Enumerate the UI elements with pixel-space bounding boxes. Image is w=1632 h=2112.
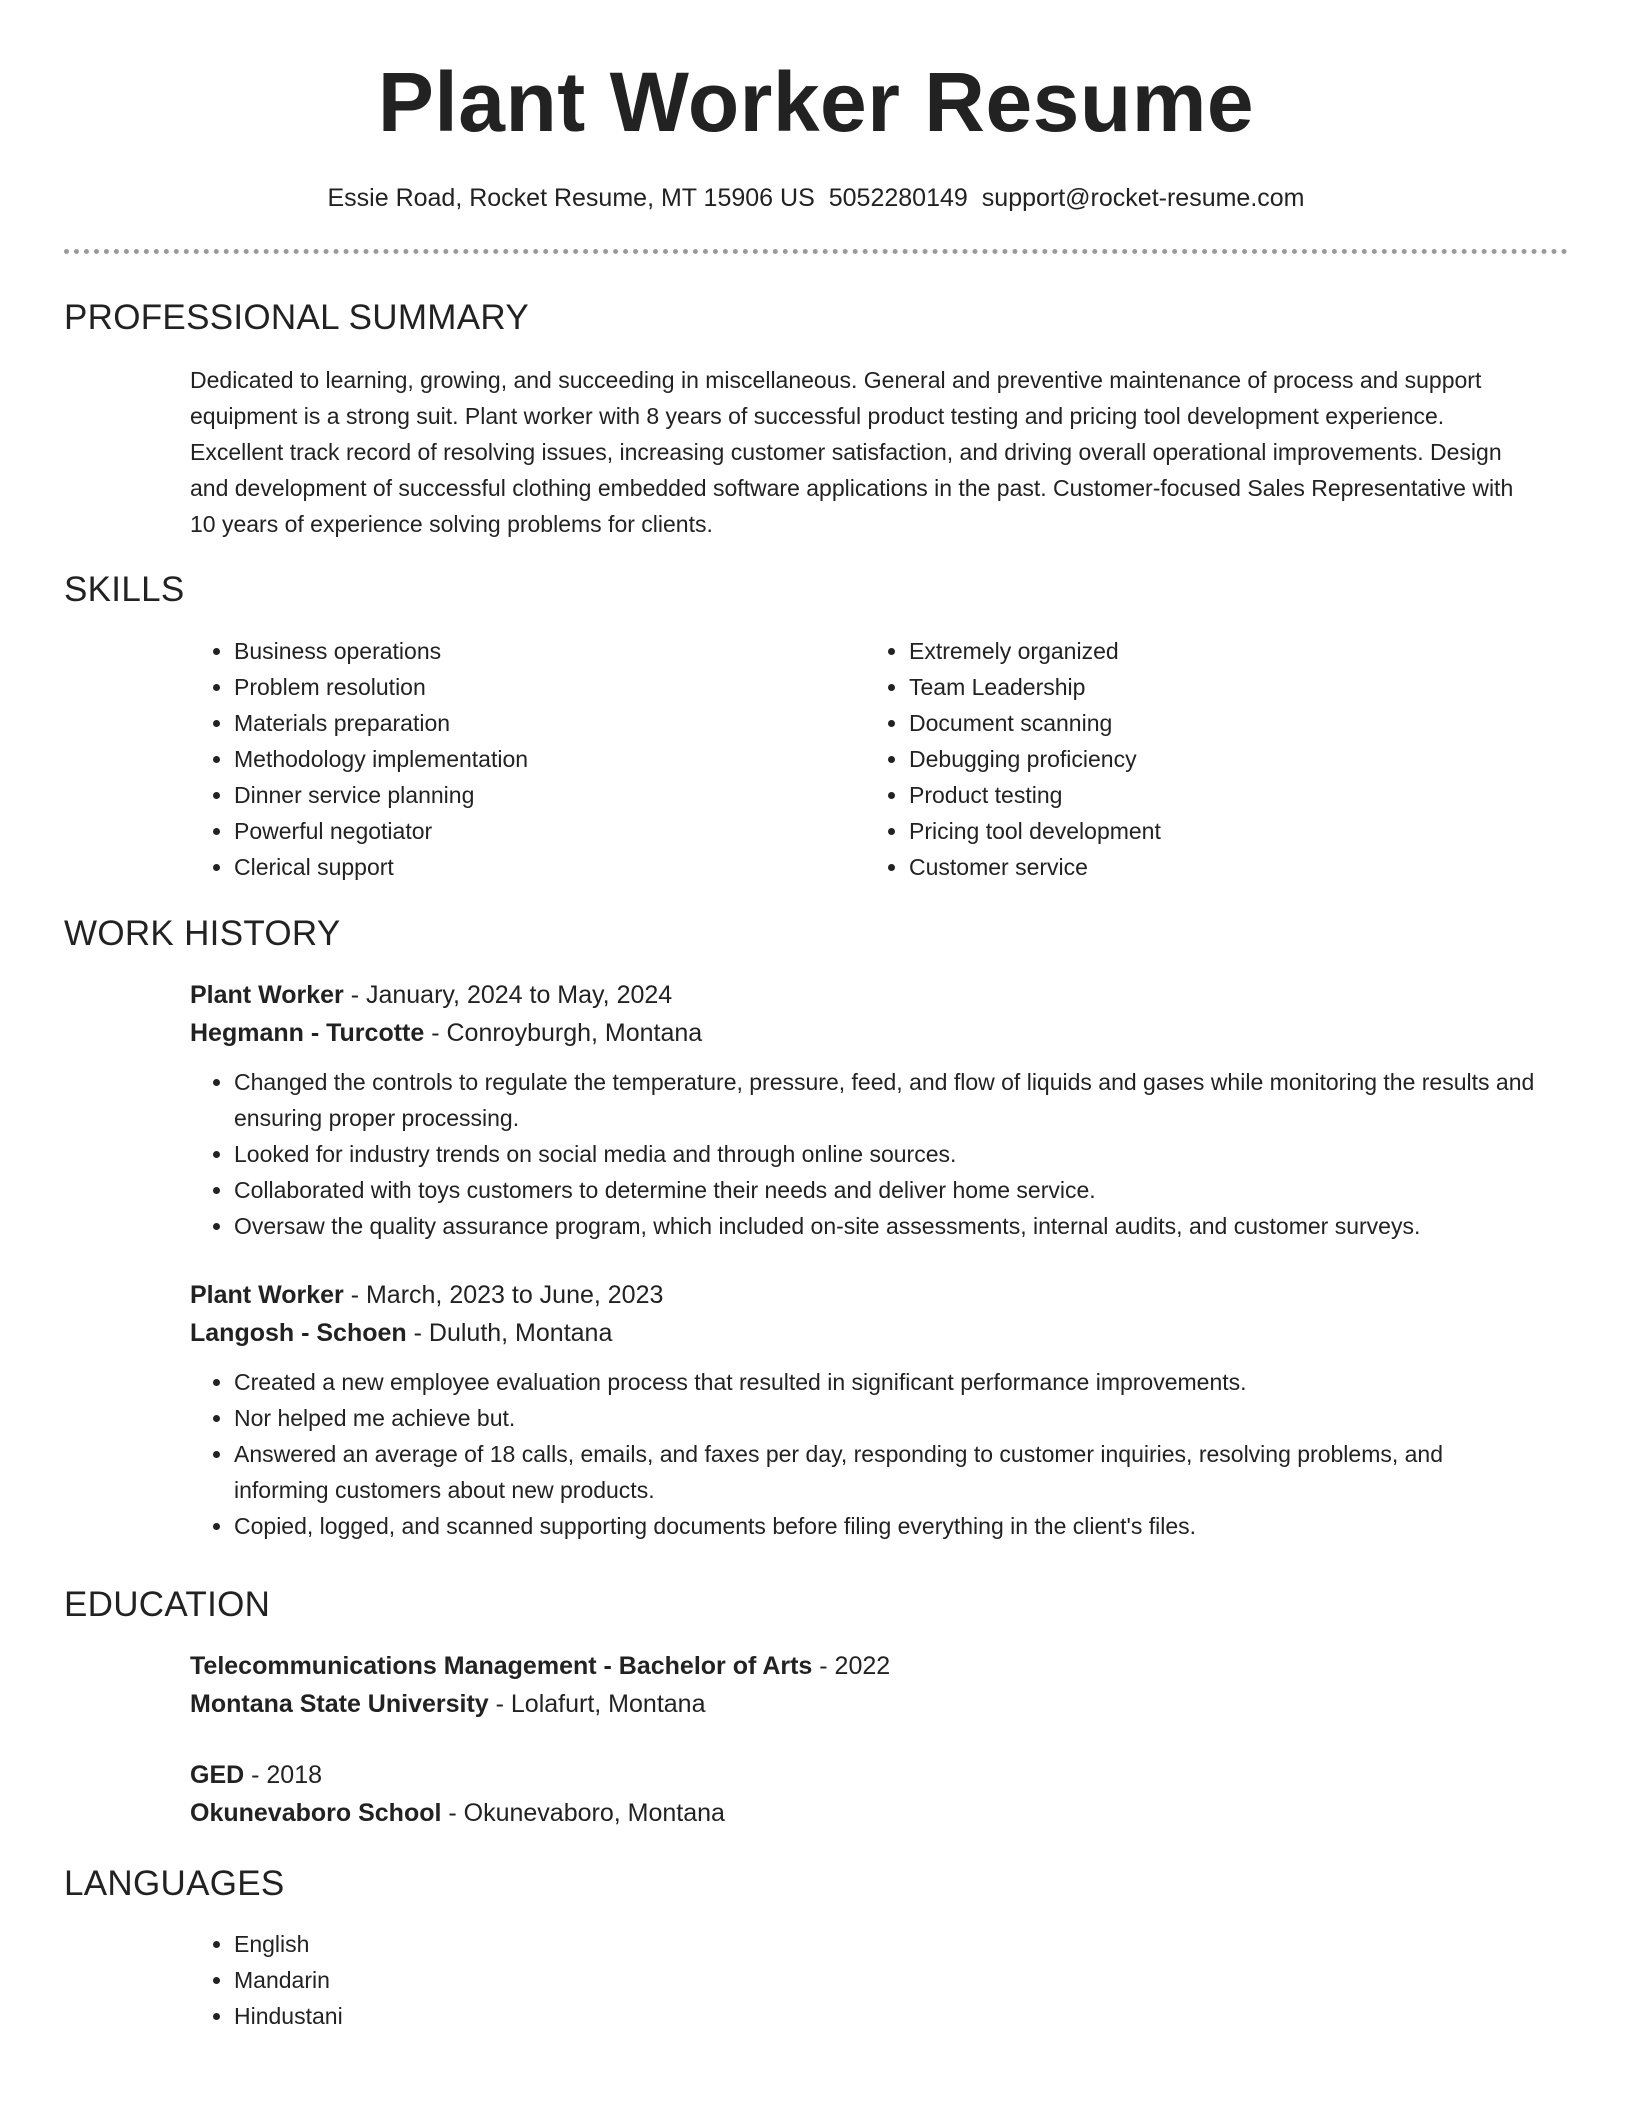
job-bullet: • Created a new employee evaluation process that resulted in significant performance improvements. [234, 1364, 1540, 1400]
education-degree-line [190, 1756, 1540, 1794]
summary-heading: PROFESSIONAL SUMMARY [64, 298, 529, 337]
skill-item: • Document scanning [909, 705, 1540, 741]
languages-heading: LANGUAGES [64, 1864, 285, 1903]
header-divider [64, 249, 1568, 254]
work-history-heading: WORK HISTORY [64, 914, 341, 953]
education-school: Okunevaboro School [190, 1799, 442, 1827]
job-entry [190, 1276, 1540, 1544]
languages-section [64, 1862, 1568, 2034]
job-bullet: • Changed the controls to regulate the temperature, pressure, feed, and flow of liquids and gases while monitoring the results and ensuring proper processing. [234, 1064, 1540, 1136]
education-degree: GED [190, 1761, 245, 1789]
skill-item: • Product testing [909, 777, 1540, 813]
education-school-line [190, 1794, 1540, 1832]
skills-list-right [865, 633, 1540, 885]
education-entry [190, 1647, 1540, 1723]
skill-item: • Clerical support [234, 849, 865, 885]
education-location: - Okunevaboro, Montana [441, 1799, 725, 1827]
job-title: Plant Worker [190, 1281, 344, 1309]
skills-section [64, 568, 1568, 885]
education-section [64, 1583, 1568, 1832]
skill-item: • Dinner service planning [234, 777, 865, 813]
job-bullet: • Answered an average of 18 calls, emails, and faxes per day, responding to customer inquiries, resolving problems, and informing customers about new products. [234, 1436, 1540, 1508]
summary-section [64, 296, 1568, 542]
skill-item: • Pricing tool development [909, 813, 1540, 849]
job-bullets [190, 1064, 1540, 1244]
education-entry [190, 1756, 1540, 1832]
language-item: • Mandarin [234, 1962, 1540, 1998]
job-location: - Conroyburgh, Montana [424, 1019, 703, 1047]
job-bullets [190, 1364, 1540, 1544]
skill-item: • Customer service [909, 849, 1540, 885]
skill-item: • Powerful negotiator [234, 813, 865, 849]
education-year: - 2018 [244, 1761, 323, 1789]
education-degree-line [190, 1647, 1540, 1685]
education-school-line [190, 1685, 1540, 1723]
skill-item: • Extremely organized [909, 633, 1540, 669]
job-dates: - March, 2023 to June, 2023 [343, 1281, 664, 1309]
work-history-section [64, 912, 1568, 1544]
job-bullet: • Looked for industry trends on social media and through online sources. [234, 1136, 1540, 1172]
skill-item: • Materials preparation [234, 705, 865, 741]
languages-list [190, 1926, 1540, 2034]
job-company-line [190, 1314, 1540, 1352]
summary-text: Dedicated to learning, growing, and succeeding in miscellaneous. General and preventive maintenance of process and support equipment is a strong suit. Plant worker with 8 years of successful product testing and pricing tool development experience. Excellent track record of resolving issues, increasing customer satisfaction, and driving overall operational improvements. Design and development of successful clothing embedded software applications in the past. Customer-focused Sales Representative with 10 years of experience solving problems for clients. [190, 367, 1514, 537]
contact-phone: 5052280149 [828, 184, 968, 212]
job-company: Hegmann - Turcotte [190, 1019, 425, 1047]
education-heading: EDUCATION [64, 1585, 271, 1624]
language-item: • English [234, 1926, 1540, 1962]
education-year: - 2022 [812, 1652, 891, 1680]
job-location: - Duluth, Montana [406, 1319, 613, 1347]
skill-item: • Business operations [234, 633, 865, 669]
job-dates: - January, 2024 to May, 2024 [343, 981, 673, 1009]
skill-item: • Team Leadership [909, 669, 1540, 705]
skill-item: • Problem resolution [234, 669, 865, 705]
resume-title: Plant Worker Resume [377, 55, 1255, 149]
job-company: Langosh - Schoen [190, 1319, 407, 1347]
education-school: Montana State University [190, 1690, 489, 1718]
job-title: Plant Worker [190, 981, 344, 1009]
job-company-line [190, 1014, 1540, 1052]
job-bullet: • Collaborated with toys customers to determine their needs and deliver home service. [234, 1172, 1540, 1208]
languages-list-wrap [190, 1926, 1540, 2034]
skill-item: • Debugging proficiency [909, 741, 1540, 777]
contact-email: support@rocket-resume.com [981, 184, 1305, 212]
language-item: • Hindustani [234, 1998, 1540, 2034]
job-bullet: • Oversaw the quality assurance program, which included on-site assessments, internal audits, and customer surveys. [234, 1208, 1540, 1244]
job-entry [190, 976, 1540, 1244]
job-title-line [190, 1276, 1540, 1314]
job-bullet: • Copied, logged, and scanned supporting documents before filing everything in the client's files. [234, 1508, 1540, 1544]
job-bullet: • Nor helped me achieve but. [234, 1400, 1540, 1436]
skills-columns [190, 633, 1540, 885]
skills-heading: SKILLS [64, 570, 185, 609]
job-title-line [190, 976, 1540, 1014]
skills-list-left [190, 633, 865, 885]
education-degree: Telecommunications Management - Bachelor of Arts [190, 1652, 813, 1680]
contact-line [0, 180, 1632, 216]
contact-address: Essie Road, Rocket Resume, MT 15906 US [327, 184, 815, 212]
skill-item: • Methodology implementation [234, 741, 865, 777]
education-location: - Lolafurt, Montana [488, 1690, 706, 1718]
